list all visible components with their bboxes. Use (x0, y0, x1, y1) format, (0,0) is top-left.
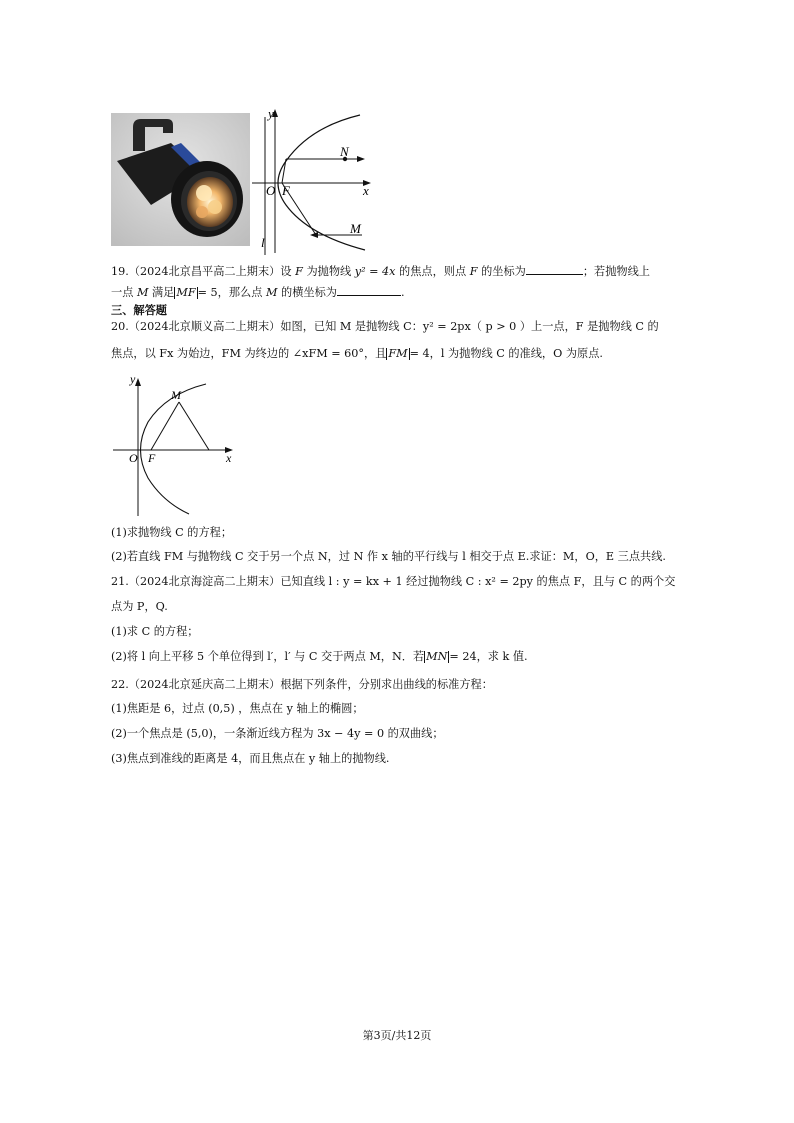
parabola-figure-19 (250, 107, 380, 255)
label-F: F (148, 451, 156, 465)
q20-abs-fm: FM (388, 347, 408, 360)
q19-text: 的坐标为 (481, 265, 526, 278)
q19-var-M: M (265, 286, 278, 299)
q21-number: 21. (111, 575, 129, 588)
q19-text: 为抛物线 (306, 265, 352, 278)
parabola-figure-20 (111, 370, 241, 518)
q22-text: 根据下列条件，分别求出曲线的标准方程： (280, 678, 493, 691)
q19-text: . (400, 286, 405, 299)
q19-source: （2024北京昌平高二上期末） (128, 265, 281, 278)
section-title: 三、解答题 (111, 303, 167, 317)
label-O: O (266, 183, 276, 198)
q21-line1 (111, 574, 675, 590)
q20-text: = 4，l 为抛物线 C 的准线，O 为原点. (409, 347, 603, 360)
q22-line1 (111, 677, 493, 693)
q21-text: (2)将 l 向上平移 5 个单位得到 l′，l′ 与 C 交于两点 M，N．若 (111, 650, 425, 663)
flashlight-photo (111, 113, 250, 246)
q19-var-F: F (295, 265, 303, 278)
q20-source: （2024北京顺义高二上期末） (128, 320, 281, 333)
q20-text: 如图，已知 M 是抛物线 C：y² = 2px（ p > 0 ）上一点，F 是抛物线 C 的 (280, 320, 659, 333)
q19-var-M: M (136, 286, 149, 299)
q20-number: 20. (111, 320, 129, 333)
label-M: M (350, 221, 361, 236)
q19-text: 的焦点，则点 (399, 265, 467, 278)
q19-line1 (111, 263, 650, 280)
q19-text: 的横坐标为 (281, 286, 337, 299)
q19-text: 满足 (151, 286, 175, 299)
label-l: l (261, 235, 265, 250)
label-N: N (340, 144, 349, 159)
q22-number: 22. (111, 678, 129, 691)
q19-text: 一点 (111, 286, 134, 299)
q19-text: = 5，那么点 (197, 286, 263, 299)
q21-part2 (111, 649, 528, 665)
q20-part1: (1)求抛物线 C 的方程； (111, 526, 233, 539)
q21-source: （2024北京海淀高二上期末） (128, 575, 281, 588)
q19-equation: y² = 4x (354, 265, 396, 278)
q22-part1: (1)焦距是 6，过点 (0,5) ，焦点在 y 轴上的椭圆； (111, 702, 364, 715)
q19-text: 设 (280, 265, 292, 278)
label-x: x (363, 183, 369, 198)
q22-source: （2024北京延庆高二上期末） (128, 678, 281, 691)
q22-part3: (3)焦点到准线的距离是 4，而且焦点在 y 轴上的抛物线. (111, 752, 390, 765)
q19-abs-mf: MF (176, 286, 196, 299)
q19-blank-2[interactable] (337, 284, 401, 296)
q20-part2: (2)若直线 FM 与抛物线 C 交于另一个点 N，过 N 作 x 轴的平行线与 l 相交于点 E.求证：M，O，E 三点共线. (111, 550, 666, 563)
q21-line2: 点为 P，Q. (111, 600, 168, 613)
q20-line1 (111, 319, 659, 335)
q19-number: 19. (111, 265, 129, 278)
q19-text: ；若抛物线上 (582, 265, 650, 278)
q22-part2: (2)一个焦点是 (5,0)，一条渐近线方程为 3x − 4y = 0 的双曲线； (111, 727, 444, 740)
page-footer: 第3页/共12页 (362, 1029, 432, 1042)
label-y: y (268, 107, 274, 121)
q20-line2 (111, 346, 603, 362)
label-y: y (130, 372, 136, 386)
label-M: M (171, 388, 181, 402)
q21-abs-mn: MN (426, 650, 448, 663)
q19-blank-1[interactable] (526, 263, 583, 275)
q19-line2 (111, 284, 405, 301)
q19-var-F: F (469, 265, 478, 278)
q20-text: 焦点，以 Fx 为始边，FM 为终边的 ∠xFM = 60°，且 (111, 347, 387, 360)
label-x: x (226, 451, 232, 465)
q21-part1: (1)求 C 的方程； (111, 625, 199, 638)
q21-text: = 24，求 k 值. (449, 650, 528, 663)
q21-text: 已知直线 l : y = kx + 1 经过抛物线 C : x² = 2py 的焦点 F，且与 C 的两个交 (280, 575, 676, 588)
label-F: F (282, 183, 290, 198)
label-O: O (129, 451, 138, 465)
